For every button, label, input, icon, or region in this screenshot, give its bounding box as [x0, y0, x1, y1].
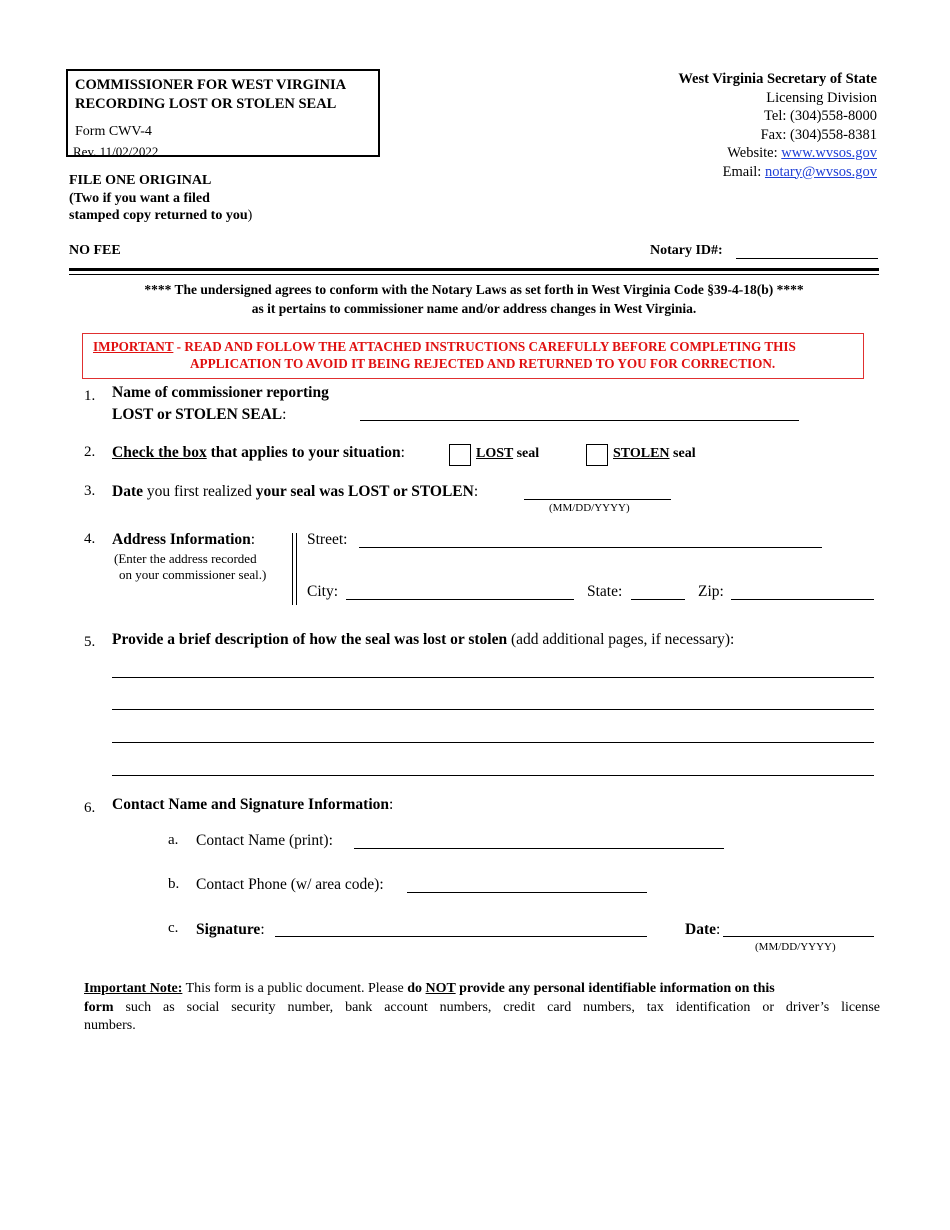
- q2-label: Check the box that applies to your situation:: [112, 444, 405, 461]
- city-input[interactable]: [346, 599, 574, 600]
- fee-label: NO FEE: [69, 243, 121, 258]
- zip-input[interactable]: [731, 599, 874, 600]
- form-title-box: [66, 69, 380, 157]
- contact-phone-input[interactable]: [407, 892, 647, 893]
- q6-number: 6.: [84, 800, 96, 816]
- q6a-letter: a.: [168, 832, 179, 848]
- email-link[interactable]: notary@wvsos.gov: [764, 163, 877, 180]
- important-label: IMPORTANT: [93, 339, 174, 354]
- city-label: City:: [307, 583, 339, 600]
- q1-label: Name of commissioner reporting LOST or STOLEN SEAL:: [112, 384, 329, 423]
- description-line-2[interactable]: [112, 709, 874, 710]
- filing-instructions: FILE ONE ORIGINAL (Two if you want a filed stamped copy returned to you): [69, 173, 253, 223]
- stolen-seal-checkbox[interactable]: [586, 444, 608, 466]
- important-note-label: Important Note:: [84, 981, 183, 996]
- description-line-3[interactable]: [112, 742, 874, 743]
- signature-date-label: Date:: [685, 921, 721, 938]
- contact-name-input[interactable]: [354, 848, 724, 849]
- agency-division: Licensing Division: [766, 89, 877, 106]
- q4-hint: (Enter the address recorded on your commissioner seal.): [114, 551, 267, 582]
- contact-phone-label: Contact Phone (w/ area code):: [196, 876, 384, 893]
- street-label: Street:: [307, 531, 348, 548]
- signature-label: Signature:: [196, 921, 265, 938]
- signature-input[interactable]: [275, 936, 647, 937]
- q2-number: 2.: [84, 444, 96, 460]
- commissioner-name-input[interactable]: [360, 420, 799, 421]
- q6-label: Contact Name and Signature Information:: [112, 796, 394, 813]
- q1-number: 1.: [84, 388, 96, 404]
- website-link[interactable]: www.wvsos.gov: [781, 145, 877, 161]
- street-input[interactable]: [359, 547, 822, 548]
- agency-website-row: Website: www.wvsos.gov: [727, 145, 877, 161]
- form-revision: Rev. 11/02/2022: [73, 144, 159, 159]
- important-notice-box: IMPORTANT - READ AND FOLLOW THE ATTACHED INSTRUCTIONS CAREFULLY BEFORE COMPLETING THIS APPLICATION TO AVOID IT BEING REJECTED AND RETURNED TO YOU FOR CORRECTION.: [82, 333, 864, 379]
- important-note: Important Note: This form is a public document. Please do NOT provide any personal identifiable information on this form such as social security number, bank account numbers, credit card numbers, tax identification or driver’s license numbers.: [84, 981, 880, 1033]
- signature-date-format: (MM/DD/YYYY): [755, 941, 836, 953]
- stolen-seal-label: STOLEN seal: [613, 446, 696, 461]
- q4-label: Address Information:: [112, 531, 256, 548]
- q5-label: Provide a brief description of how the seal was lost or stolen (add additional pages, if necessary):: [112, 631, 735, 648]
- q3-label: Date you first realized your seal was LOST or STOLEN:: [112, 483, 479, 500]
- q6b-letter: b.: [168, 876, 180, 892]
- agency-email-row: Email: notary@wvsos.gov: [722, 163, 877, 180]
- agency-contact-block: [678, 70, 877, 181]
- contact-name-label: Contact Name (print):: [196, 832, 333, 849]
- form-title-line2: RECORDING LOST OR STOLEN SEAL: [75, 96, 337, 112]
- signature-date-input[interactable]: [723, 936, 874, 937]
- date-realized-input[interactable]: [524, 499, 671, 500]
- header-divider: [69, 268, 879, 275]
- q3-number: 3.: [84, 483, 96, 499]
- form-number: Form CWV-4: [75, 124, 152, 139]
- form-title-line1: COMMISSIONER FOR WEST VIRGINIA: [75, 77, 347, 93]
- q5-number: 5.: [84, 634, 96, 650]
- lost-seal-checkbox[interactable]: [449, 444, 471, 466]
- state-input[interactable]: [631, 599, 685, 600]
- q4-number: 4.: [84, 531, 96, 547]
- agency-name: West Virginia Secretary of State: [678, 71, 877, 87]
- description-line-4[interactable]: [112, 775, 874, 776]
- date-realized-format: (MM/DD/YYYY): [549, 502, 630, 514]
- agency-fax: Fax: (304)558-8381: [760, 126, 877, 143]
- agreement-text: **** The undersigned agrees to conform with the Notary Laws as set forth in West Virginia Code §39-4-18(b) **** as it pertains to commissioner name and/or address changes in West Virginia.: [144, 282, 804, 316]
- zip-label: Zip:: [698, 583, 724, 600]
- address-divider: [292, 533, 297, 605]
- notary-id-label: Notary ID#:: [650, 243, 723, 258]
- state-label: State:: [587, 583, 623, 600]
- q6c-letter: c.: [168, 920, 179, 936]
- notary-id-input[interactable]: [736, 258, 878, 259]
- lost-seal-label: LOST seal: [476, 446, 540, 461]
- agency-tel: Tel: (304)558-8000: [764, 108, 877, 124]
- description-line-1[interactable]: [112, 677, 874, 678]
